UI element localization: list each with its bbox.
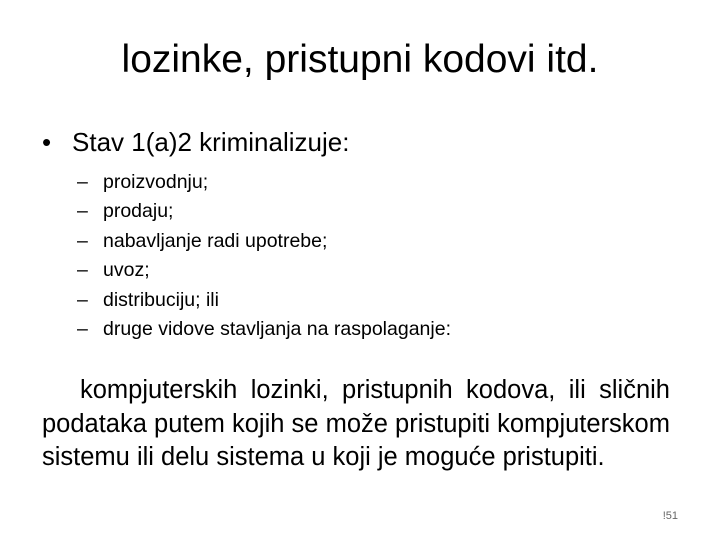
list-item bbox=[77, 286, 451, 315]
list-item bbox=[77, 168, 451, 197]
sub-list bbox=[77, 168, 451, 344]
list-item-text: nabavljanje radi upotrebe; bbox=[103, 229, 328, 252]
slide-title: lozinke, pristupni kodovi itd. bbox=[121, 38, 599, 81]
list-item bbox=[77, 315, 451, 344]
page-number: !51 bbox=[662, 510, 678, 522]
list-item bbox=[77, 197, 451, 226]
list-item bbox=[77, 256, 451, 285]
bullet-item bbox=[42, 125, 349, 159]
dash-icon: – bbox=[77, 317, 88, 340]
dash-icon: – bbox=[77, 259, 88, 282]
dash-icon: – bbox=[77, 200, 88, 223]
list-item-text: prodaju; bbox=[103, 200, 174, 223]
list-item-text: distribuciju; ili bbox=[103, 288, 219, 311]
list-item-text: druge vidove stavljanja na raspolaganje: bbox=[103, 317, 451, 340]
list-item-text: uvoz; bbox=[103, 259, 150, 282]
bullet-icon: • bbox=[42, 127, 52, 157]
dash-icon: – bbox=[77, 229, 88, 252]
list-item bbox=[77, 227, 451, 256]
dash-icon: – bbox=[77, 288, 88, 311]
list-item-text: proizvodnju; bbox=[103, 171, 209, 193]
dash-icon: – bbox=[77, 171, 88, 193]
body-paragraph: kompjuterskih lozinki, pristupnih kodova, ili sličnih podataka putem kojih se može pristupiti kompjuterskom sistemu ili delu sistema u koji je moguće pristupiti. bbox=[42, 376, 670, 471]
bullet-text: Stav 1(a)2 kriminalizuje: bbox=[72, 127, 350, 157]
